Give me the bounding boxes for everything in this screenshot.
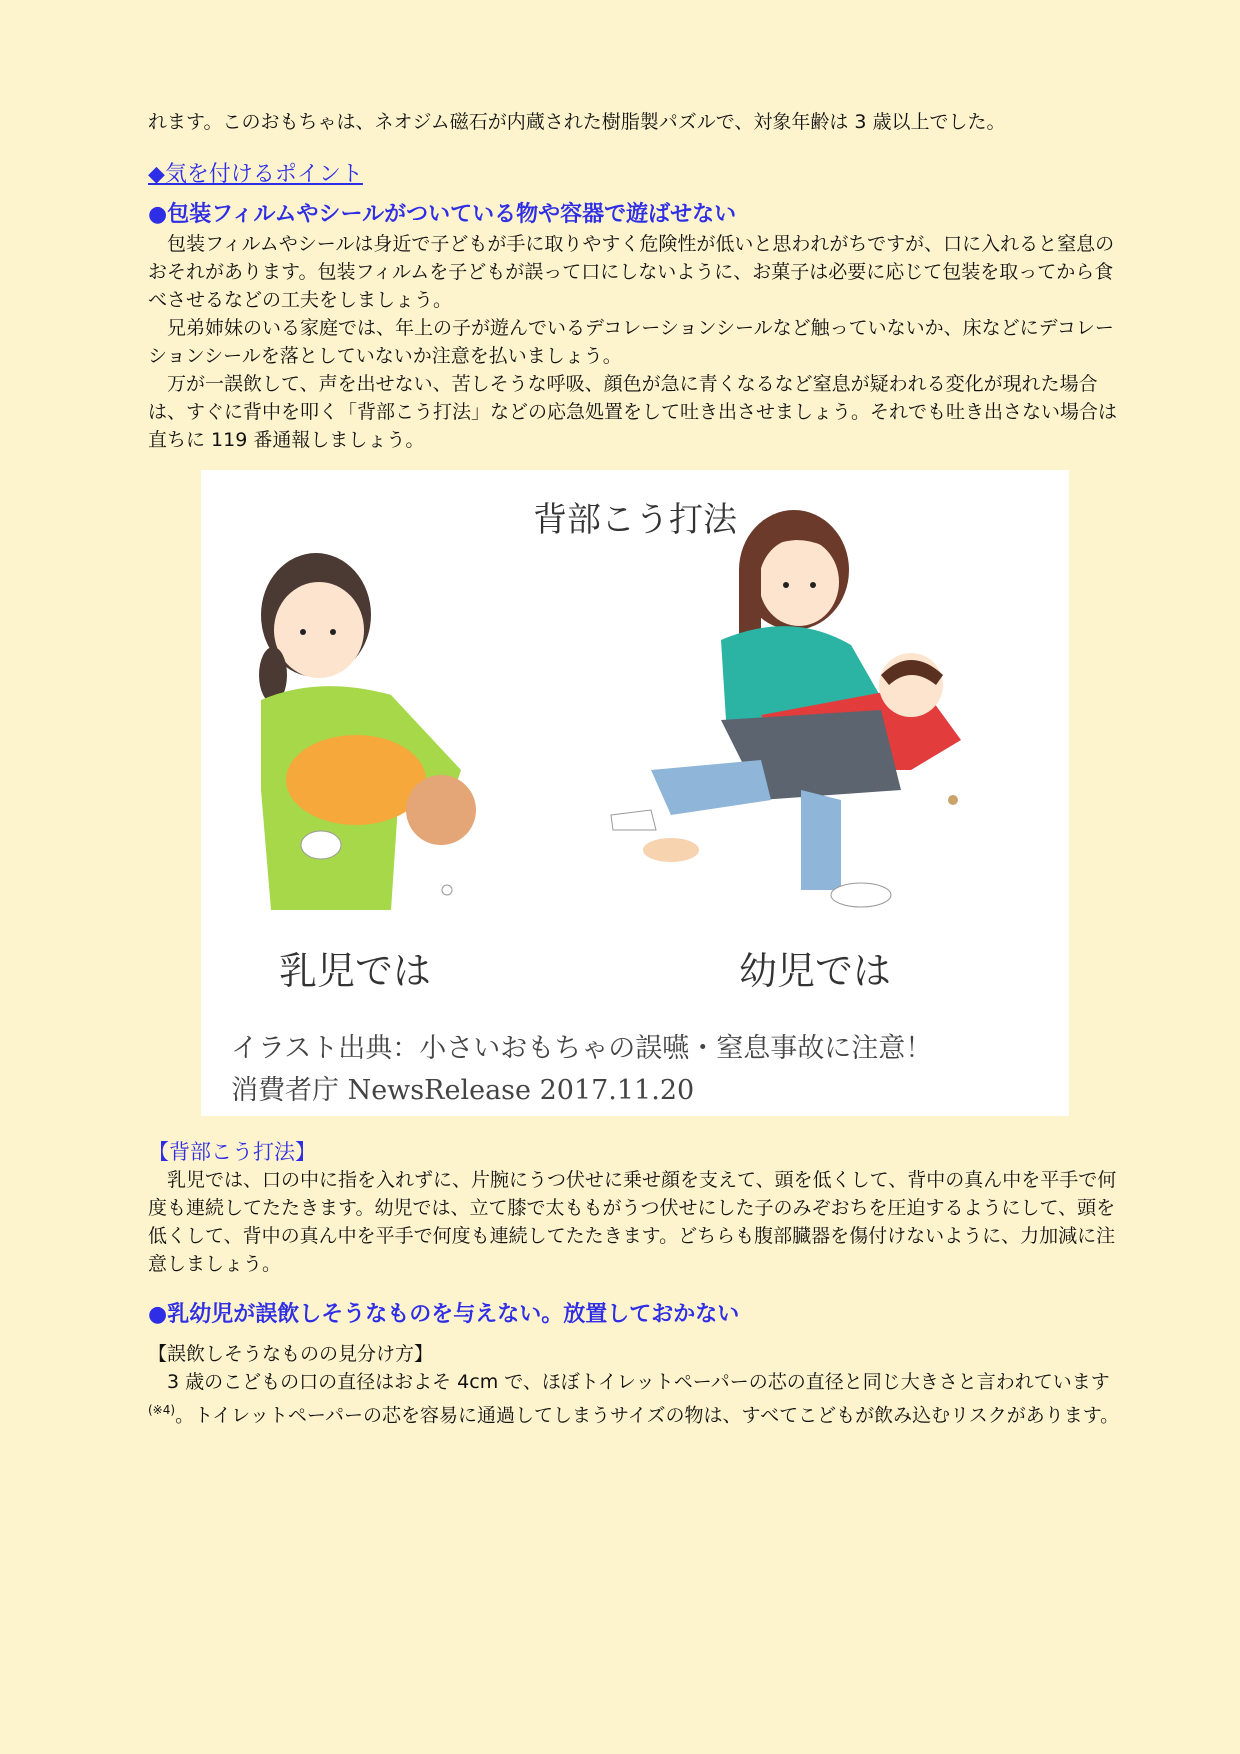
point2-text xyxy=(148,1368,1124,1429)
child-label: 幼児では xyxy=(739,949,892,993)
infant-label: 乳児では xyxy=(279,949,432,993)
point1-paragraph-2: 兄弟姉妹のいる家庭では、年上の子が遊んでいるデコレーションシールなど触っていないか、床などにデコレーションシールを落としていないか注意を払いましょう。 xyxy=(148,317,1114,367)
point1-heading: ●包装フィルムやシールがついている物や容器で遊ばせない xyxy=(148,202,737,227)
point2-text-before-note: 3 歳のこどもの口の直径はおよそ 4cm で、ほぼトイレットペーパーの芯の直径と同じ大きさと言われています xyxy=(167,1371,1110,1393)
illustration-title: 背部こう打法 xyxy=(533,500,737,540)
point1-paragraph-1: 包装フィルムやシールは身近で子どもが手に取りやすく危険性が低いと思われがちですが、口に入れると窒息のおそれがあります。包装フィルムを子どもが誤って口にしないように、お菓子は必要に応じて包装を取ってから食べさせるなどの工夫をしましょう。 xyxy=(148,233,1115,311)
child-scene xyxy=(611,510,961,907)
infant-scene xyxy=(259,553,476,910)
illustration-drawing xyxy=(201,470,1069,1116)
document-page xyxy=(148,108,1124,1429)
back-blows-text: 乳児では、口の中に指を入れずに、片腕にうつ伏せに乗せ顔を支えて、頭を低くして、背中の真ん中を平手で何度も連続してたたきます。幼児では、立て膝で太ももがうつ伏せにした子のみぞおちを圧迫するようにして、頭を低くして、背中の真ん中を平手で何度も連続してたたきます。どちらも腹部臓器を傷付けないように、力加減に注意しましょう。 xyxy=(148,1169,1117,1275)
section-title-link[interactable]: ◆気を付けるポイント xyxy=(148,162,363,187)
back-blows-illustration xyxy=(201,470,1069,1116)
footnote-reference[interactable]: (※4) xyxy=(148,1403,176,1417)
intro-line: れます。このおもちゃは、ネオジム磁石が内蔵された樹脂製パズルで、対象年齢は 3 歳以上でした。 xyxy=(148,111,1006,133)
point2-heading: ●乳幼児が誤飲しそうなものを与えない。放置しておかない xyxy=(148,1302,740,1327)
point2-subheading: 【誤飲しそうなものの見分け方】 xyxy=(148,1343,434,1365)
illustration-credit-line2: 消費者庁 NewsRelease 2017.11.20 xyxy=(231,1075,695,1106)
back-blows-heading: 【背部こう打法】 xyxy=(148,1140,316,1164)
point1-paragraph-3: 万が一誤飲して、声を出せない、苦しそうな呼吸、顔色が急に青くなるなど窒息が疑われる変化が現れた場合は、すぐに背中を叩く「背部こう打法」などの応急処置をして吐き出させましょう。それでも吐き出さない場合は直ちに 119 番通報しましょう。 xyxy=(148,373,1118,451)
illustration-credit-line1: イラスト出典：小さいおもちゃの誤嚥・窒息事故に注意！ xyxy=(231,1033,933,1064)
point2-text-after-note: 。トイレットペーパーの芯を容易に通過してしまうサイズの物は、すべてこどもが飲み込むリスクがあります。 xyxy=(175,1404,1120,1427)
